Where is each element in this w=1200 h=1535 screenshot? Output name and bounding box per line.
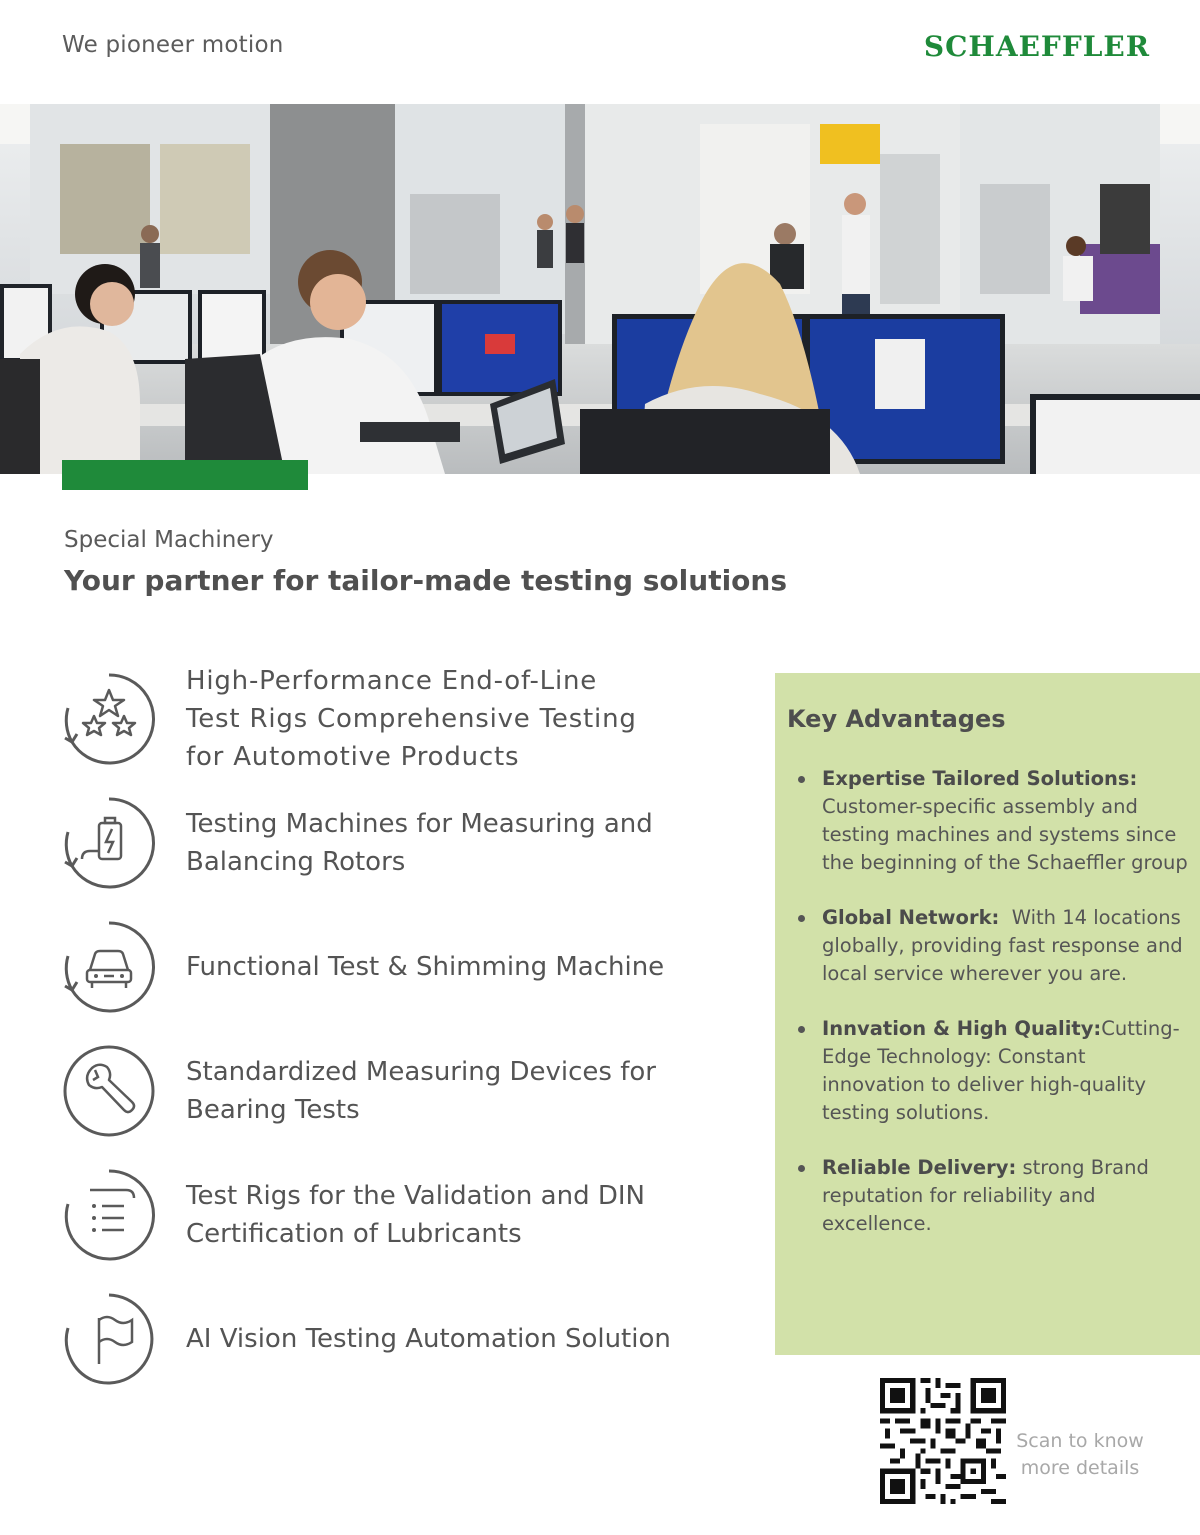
feature-text [186, 1177, 645, 1253]
advantage-text: With 14 locations globally, providing fast response and local service wherever you are. [822, 906, 1183, 985]
feature-text [186, 1053, 656, 1129]
flag-icon [62, 1292, 156, 1386]
accent-bar [62, 460, 308, 490]
list-icon [62, 1168, 156, 1262]
schaeffler-logo[interactable]: SCHAEFFLER [923, 30, 1150, 63]
advantage-item [795, 1154, 1190, 1238]
page-headline: Your partner for tailor-made testing solutions [64, 564, 788, 597]
feature-line: Standardized Measuring Devices for [186, 1057, 656, 1087]
advantage-label: Expertise Tailored Solutions: [822, 767, 1138, 790]
tagline: We pioneer motion [62, 32, 284, 58]
feature-text [186, 1320, 671, 1358]
advantage-label: Innvation & High Quality: [822, 1017, 1102, 1040]
feature-item [62, 666, 742, 772]
feature-line: Certification of Lubricants [186, 1219, 522, 1249]
qr-caption-line: Scan to know [1016, 1430, 1144, 1452]
car-icon [62, 920, 156, 1014]
advantage-text: Cutting-Edge Technology: Constant innovation to deliver high-quality testing solutions. [822, 1017, 1180, 1124]
feature-line: Bearing Tests [186, 1095, 360, 1125]
feature-text [186, 948, 664, 986]
wrench-icon [62, 1044, 156, 1138]
category-label: Special Machinery [64, 527, 274, 553]
feature-line: Test Rigs Comprehensive Testing [186, 704, 637, 734]
feature-item [62, 920, 742, 1014]
feature-line: AI Vision Testing Automation Solution [186, 1324, 671, 1354]
advantage-text: Customer-specific assembly and testing machines and systems since the beginning of the Schaeffler group [822, 795, 1188, 874]
hero-photo [0, 104, 1200, 474]
battery-charging-icon [62, 796, 156, 890]
stars-icon [62, 672, 156, 766]
advantage-label: Reliable Delivery: [822, 1156, 1017, 1179]
feature-item [62, 1168, 742, 1262]
qr-caption-line: more details [1020, 1457, 1140, 1479]
advantage-label: Global Network: [822, 906, 1000, 929]
feature-line: Functional Test & Shimming Machine [186, 952, 665, 982]
feature-item [62, 1044, 742, 1138]
key-advantages-title: Key Advantages [787, 705, 1006, 733]
feature-line: Balancing Rotors [186, 847, 406, 877]
feature-line: Test Rigs for the Validation and DIN [186, 1181, 645, 1211]
advantage-text: strong Brand reputation for reliability and excellence. [822, 1156, 1149, 1235]
feature-line: High-Performance End-of-Line [186, 666, 598, 696]
advantage-item [795, 1015, 1190, 1127]
feature-item [62, 796, 742, 890]
feature-line: Testing Machines for Measuring and [186, 809, 653, 839]
key-advantages-panel [775, 673, 1200, 1355]
feature-line: for Automotive Products [186, 742, 520, 772]
feature-text [186, 662, 637, 776]
advantage-item [795, 904, 1190, 988]
qr-code[interactable] [880, 1378, 1006, 1504]
advantages-list [795, 765, 1190, 1265]
qr-caption [1010, 1428, 1150, 1482]
feature-item [62, 1292, 742, 1386]
feature-text [186, 805, 653, 881]
advantage-item [795, 765, 1190, 877]
